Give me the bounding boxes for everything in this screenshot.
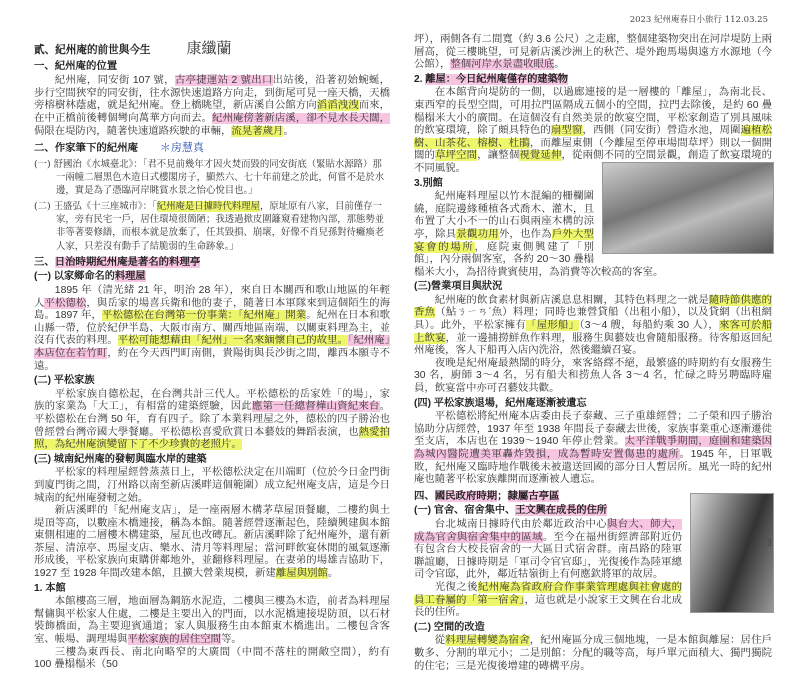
quotation <box>34 158 390 198</box>
paragraph <box>414 87 772 175</box>
section-heading <box>34 142 390 156</box>
text-run: 。平松德松在台灣 50 年，育有四子。除了本業料理屋之外，德松的四子勝治也曾經營台灣帝國大學餐廳。平松德松喜愛欣賞日本藝妓的舞蹈表演，也 <box>34 401 390 438</box>
highlighted-text: 遍植松樹、山茶花、榕樹、杜鵑 <box>414 125 773 149</box>
text-run: ，西側（同安街）營造水池，周圍 <box>582 125 741 137</box>
highlighted-text: 紀州庵傍著新店溪，卻不見水長天闊， <box>212 112 391 124</box>
highlighted-text: 平松德松 <box>44 297 87 309</box>
highlighted-text: 來客可於船上飲宴 <box>414 320 773 344</box>
highlighted-text: 戶外大型宴會的場所 <box>414 228 595 253</box>
paragraph <box>34 285 390 373</box>
text-run: 本館樓高三層，地面層為鋼筋水泥造，二樓與三樓為木造，前者為料理屋幫傭與平松家人住處，二樓是主要出入的門面，以水泥橋連接堤防頂，以石材裝飾橋面，為主要迎賓通道；家人與服務生由本館東木橋進出。二樓包含客室、帳場、調理場與 <box>34 596 390 646</box>
text-run: (四) 平松家族退場，紀州庵逐漸被遺忘 <box>414 397 587 409</box>
text-run: 台北城南日據時代由於鄰近政治中心 <box>434 518 608 530</box>
highlighted-text: 隸屬古亭區 <box>507 490 560 502</box>
text-run: ，紀州庵區分成三個地塊，一是本館與離屋：居住戶數多、分割的單元小；二是別館：分配的職等高，每戶單元面積大、獨門獨院的住宅；三是光復後增建的磚構平房。 <box>414 635 773 672</box>
text-run: 。 <box>554 59 565 71</box>
subsection-heading <box>414 398 772 411</box>
highlighted-text: 紀州庵是日據時代料理屋 <box>156 200 260 212</box>
text-run: （鮎ㄋㄧㄢˊ魚）料理；同時也兼營貸船（出租小船），以及貸網（出租網具）。此外，平松家擁有 <box>414 307 773 332</box>
text-run: 一、紀州庵的位置 <box>34 60 118 72</box>
text-run: 平松家的料理屋經營蒸蒸日上，平松德松決定在川端町（位於今日金門街到廈門街之間，汀州路以南至新店溪畔這個範圍）成立紀州庵支店，這是今日城南的紀州庵發軔之始。 <box>34 467 390 504</box>
highlighted-text: 平松家族的居住空間 <box>127 634 222 646</box>
highlighted-text: 與台大、師大，成為官舍與宿舍集中的區域 <box>414 518 683 543</box>
paragraph <box>34 596 390 646</box>
quotation <box>34 200 390 253</box>
paragraph <box>34 389 390 452</box>
highlighted-text: 紀州庵為省政府合作事業管理處與社會處的員工眷屬的「第一宿舍」 <box>414 581 683 606</box>
highlighted-text: 整個河岸水景盡收眼底 <box>450 59 555 71</box>
text-run: 1. 本館 <box>34 582 66 594</box>
text-run: 紀州庵的飲食素材與新店溪息息相關，其特色料理之一就是 <box>434 294 709 306</box>
highlighted-text: 應第一任總督樺山資紀來台 <box>252 401 380 413</box>
text-run: 二、作家筆下的紀州庵 <box>34 143 138 155</box>
section-heading <box>34 257 390 270</box>
highlighted-text: 料理屋轉變為宿舍 <box>445 635 530 647</box>
text-run: 。 <box>327 568 339 580</box>
text-run: 貳、紀州庵的前世與今生 <box>34 44 151 56</box>
handwritten-note: ＊房慧真 <box>159 141 204 155</box>
paragraph <box>414 411 772 487</box>
text-run: 3.別館 <box>414 177 443 189</box>
text-run: 出站後，沿著初始蜿蜒，步行空間狹窄的同安街，往水源快速道路方向走，到街尾可見一座天橋，天橋旁榕樹林蔭處，就是紀州庵。登上橋眺望，新店溪自公館方向 <box>34 75 391 112</box>
text-run: ，並一邊捕撈鮮魚作料理，服務生與藝妓也會隨船服務。待客船返回紀州庵後，客人下船再入店內洗浴，然後繼續召宴。 <box>414 332 773 357</box>
paragraph <box>34 505 390 581</box>
highlighted-text: 視覺延伸 <box>519 150 562 162</box>
highlighted-text: 熱愛拍照，為紀州庵演變留下了不少珍貴的老照片。 <box>34 426 391 451</box>
handwritten-signature: 康纖蘭 <box>186 39 232 57</box>
highlighted-text: 景觀功用 <box>456 228 499 240</box>
text-run: ，原址原有八家，目前僅存一家，旁有民宅一戶，居住環境很簡陋；我透過掀皮圍籬窺看建物內部，那態勢並非等著要修繕，而根本就是放棄了，任其毀損、崩壞，好像不肖兒孫對待癱瘓老人家，只差沒有動手了結脆弱的生命跡象。」 <box>56 200 385 252</box>
text-run: 光復之後 <box>434 581 478 593</box>
right-column <box>414 34 772 673</box>
highlighted-text: 古亭捷運站 2 號出口 <box>174 75 273 87</box>
text-run: (二) 空間的改造 <box>414 621 485 633</box>
text-run: 外，也作為 <box>498 228 552 240</box>
text-run: 。 <box>283 125 294 137</box>
text-run: 而來，在中正橋前後轉個彎向萬華方向而去。 <box>34 100 391 124</box>
text-run: 紀州庵料理屋以竹木混編的柵欄圍繞，庭院邊緣種植各式喬木、灌木，且布置了大小不一的山石與兩座木構的涼亭，除具 <box>414 191 594 240</box>
text-run: 等。 <box>221 634 242 646</box>
highlighted-text: 國民政府時期 <box>434 490 498 502</box>
highlighted-text: 平松可能想藉由「紀州」一名來緬懷自己的故里。 <box>117 335 349 347</box>
text-run: 1895 年（清光緒 21 年，明治 28 年），來自日本關西和歌山地區的年輕人 <box>34 285 390 309</box>
text-run: （3～4 艘，每船約乘 30 人）， <box>579 320 719 332</box>
highlighted-text: 離屋與別館 <box>275 568 328 580</box>
text-run: 平松家族自德松起，在台灣共計三代人。平松德松的岳家姓「的場」，家族的家業為「大工」，有相當的建築經驗，因此 <box>34 388 390 413</box>
left-column <box>34 34 390 672</box>
text-run: 從 <box>434 635 446 647</box>
highlighted-text: 王文興在成長的住所 <box>515 505 607 517</box>
text-run: 在本館背向堤防的一側，以過廊連接的是一層樓的「離屋」，為南北長、東西窄的長型空間，可用拉門區隔成五個小的空間，拉門去除後，是約 60 疊榻榻米大小的廣間。在這個沒有自然美景的飲宴空間，平松家創造了別具風味的飲宴環境，除了頗具特色的 <box>414 87 772 137</box>
paragraph <box>414 34 772 72</box>
text-run: 平松德松將紀州庵本店委由長子泰藏、三子重雄經營；二子榮和四子勝治協助分店經營，1937 年至 1938 年間長子泰藏去世後，家族事業重心逐漸遷徙至支店，本店也在 1939～1940 年停止營業。 <box>414 411 772 448</box>
highlighted-text: 草坪空間 <box>435 150 478 162</box>
highlighted-text: 料理屋 <box>114 271 146 283</box>
paragraph <box>414 358 772 396</box>
text-run: ，這也就是小說家王文興在台北成長的住所。 <box>414 594 682 619</box>
text-run: (一) 舒國治《水城臺北》：「君不見前幾年才因火焚而毀的同安街底（緊貼水源路）那一兩幢二層黑色木造日式樓閣房子，顯然六、七十年前建之於此，何嘗不是於水邊，實是為了憑臨河岸眺賞水景之怡心悅目也。」 <box>34 158 385 197</box>
section-title <box>34 39 390 57</box>
subsection-heading <box>414 281 772 294</box>
highlighted-text: 「屋形船」 <box>526 320 580 332</box>
section-heading <box>34 61 390 74</box>
text-run: 四、 <box>414 490 435 502</box>
text-run: ，而離屋東側（今離屋至停車場間草坪）則以一個開闊的 <box>414 137 773 162</box>
text-run: (二) 平松家族 <box>34 375 95 387</box>
paragraph <box>34 647 390 672</box>
highlighted-text: 「紀州庵」本店位在若竹町 <box>34 335 390 359</box>
highlighted-text: 滔滔洩洩 <box>316 100 359 112</box>
document-header: 2023 紀州庵春日小旅行 112.03.25 <box>629 15 768 25</box>
text-run: 夜晚是紀州庵最熱鬧的時分，來客絡繹不絕，最繁盛的時期約有女服務生 30 名，廚師 3～4 名，另有船夫和捞魚人各 3～4 名，忙碌之時另聘臨時雇員，飲宴當中亦可召藝妓共歡。 <box>414 357 772 395</box>
subsection-heading <box>414 622 772 635</box>
text-run: ，與岳家的場喜兵衛和他的妻子，隨著日本軍隊來到這個陌生的海島。1897 年， <box>34 297 391 322</box>
text-run: ，約在今天西門町南側，貴陽街與長沙街之間，離西本願寺不遠。 <box>34 347 390 372</box>
highlighted-text: 太平洋戰爭期間，庭園和建築因為城內醫院遭美軍轟炸毀損，成為暫時安置傷患的處所 <box>414 436 772 460</box>
highlighted-text: 離屋：今日紀州庵僅存的建築物 <box>425 73 568 85</box>
text-run: (三)營業項目與狀況 <box>414 281 503 293</box>
text-run: 。至今在福州街經濟部附近仍有包含台大校長宿舍的一大區日式宿舍群。南昌路的陸軍聯誼廳，日據時期是「軍司令官官邸」，光復後作為陸軍總司令官邸，此外，鄰近牯嶺街上有何應欽將軍的故居。 <box>414 531 683 581</box>
subsection-heading <box>34 583 390 596</box>
text-run: 。1945 年，日軍戰敗，紀州庵又臨時地作戰後未被遣送回國的部分日人暫居所。風光一時的紀州庵也隨著平松家族離開而逐漸被人遺忘。 <box>414 449 772 486</box>
text-run: (二) 王盛弘《十三座城市》：「 <box>34 200 157 212</box>
historic-building-photo <box>602 162 774 254</box>
paragraph <box>414 295 772 358</box>
subsection-heading <box>414 74 772 87</box>
text-run: 紀州庵，同安街 107 號， <box>54 75 175 87</box>
writer-portrait-photo <box>690 493 774 613</box>
paragraph <box>34 467 390 505</box>
text-run: (一) 以家鄉命名的 <box>34 271 115 283</box>
highlighted-text: 平松德松在台灣第一份事業：「紀州庵」開業 <box>101 310 307 322</box>
highlighted-text: 流晃著歲月 <box>231 125 284 137</box>
text-run: ，庭院東側興建了「別館」，內分兩個客室，各約 20～30 疊榻榻米大小，為招待貴賓使用，為消費等次較高的客室。 <box>414 241 664 278</box>
subsection-heading <box>34 454 390 467</box>
text-run: 坪），兩側各有二間寬（約 3.6 公尺）之走廊，整個建築物突出在河岸堤防上兩層高，從三樓眺望，可見新店溪沙洲上的秋芒、堤外跑馬場與遠方水源地（今公館）， <box>414 34 772 71</box>
highlighted-text: 隨時節供應的香魚 <box>414 294 773 319</box>
text-run: 新店溪畔的「紀州庵支店」，是一座兩層木構茅草屋頂餐廳，二樓約與土堤頂等高，以數座木橋連接，稱為本館。隨著經營逐漸起色，陸續興建與本館東側相連的二層樓木構建築，屋瓦也改磚瓦。新店溪畔除了紀州庵外，還有新茶屋、清涼亭、馬屋支店、樂水、清月等料理屋；當河畔飲宴休閒的風氣逐漸形成後，平松家族向東購併鄰地外，並翻修料理屋。在妻弟的場雄吉協助下，1927 至 1928 年間改建本館，且擴大營業規模，新建 <box>34 505 390 580</box>
subsection-heading <box>34 271 390 284</box>
text-run: (一) 官舍、宿舍集中、 <box>414 505 516 517</box>
text-run: 2. <box>414 73 426 85</box>
page-number: 3 <box>766 538 772 548</box>
text-run: 三、 <box>34 256 55 268</box>
text-run: ； <box>497 490 508 502</box>
text-run: 侷限在堤防內，隨著快速道路疾駛的車輛， <box>34 125 232 137</box>
paragraph <box>34 75 390 138</box>
subsection-heading <box>34 375 390 388</box>
highlighted-text: 扇型窗 <box>550 125 583 137</box>
text-run: ，讓整個 <box>477 150 520 162</box>
text-run: ，從兩側不同的空間景觀，創造了飲宴環境的不同風貌。 <box>414 150 773 174</box>
highlighted-text: 日治時期紀州庵是著名的料理亭 <box>54 256 201 268</box>
text-run: 三樓為東西長、南北向略窄的大廣間（中間不落柱的開敞空間），約有 100 疊榻榻米（50 <box>34 646 390 671</box>
text-run: (三) 城南紀州庵的發軔與臨水岸的建築 <box>34 453 207 465</box>
paragraph <box>414 635 772 673</box>
text-run: 。紀州在日本和歌山縣一帶，位於紀伊半島、大阪市南方、關西地區南端，以關東料理為主，並沒有代表的料理。 <box>34 310 390 347</box>
